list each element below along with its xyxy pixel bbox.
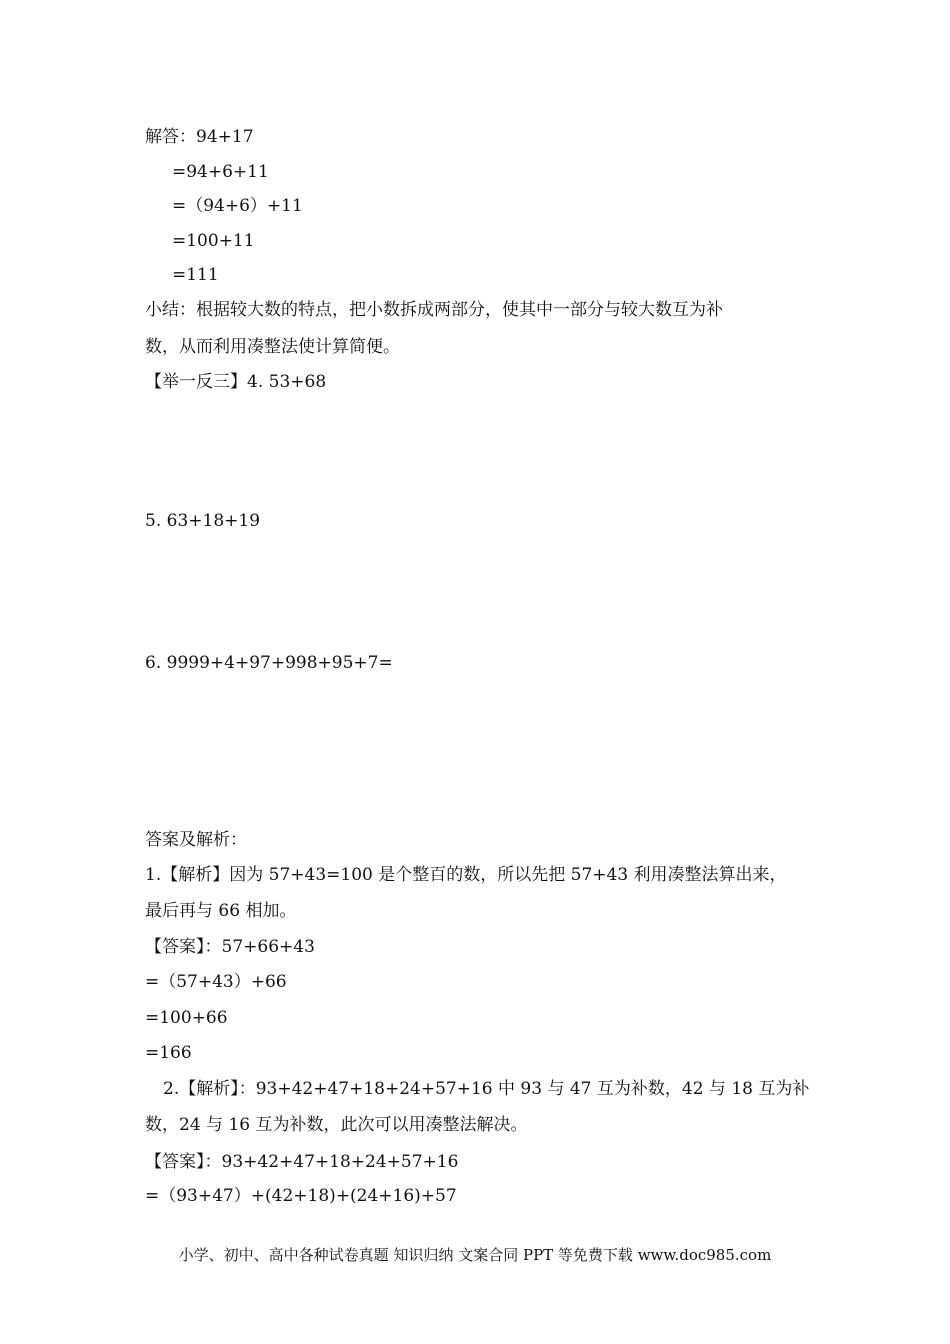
answer-2-analysis-line-2: 数，24 与 16 互为补数，此次可以用凑整法解决。 bbox=[145, 1115, 528, 1135]
summary-line-2: 数，从而利用凑整法使计算简便。 bbox=[145, 337, 400, 357]
practice-question-5: 5. 63+18+19 bbox=[145, 511, 261, 531]
answer-1-step-2: =100+66 bbox=[145, 1008, 228, 1028]
solution-step-3: =100+11 bbox=[172, 231, 255, 251]
solution-step-2: =（94+6）+11 bbox=[172, 196, 303, 216]
solution-step-1: =94+6+11 bbox=[172, 162, 269, 182]
answer-2-answer-line: 【答案】：93+42+47+18+24+57+16 bbox=[145, 1152, 459, 1172]
practice-question-4: 【举一反三】4. 53+68 bbox=[145, 372, 327, 392]
answer-1-step-1: =（57+43）+66 bbox=[145, 972, 287, 992]
answers-heading: 答案及解析： bbox=[145, 830, 247, 850]
answer-1-answer-line: 【答案】：57+66+43 bbox=[145, 937, 315, 957]
solution-label: 解答：94+17 bbox=[145, 127, 254, 147]
answer-1-step-3: =166 bbox=[145, 1043, 192, 1063]
solution-step-4: =111 bbox=[172, 265, 219, 285]
answer-2-step-1: =（93+47）+(42+18)+(24+16)+57 bbox=[145, 1186, 457, 1206]
page-footer: 小学、初中、高中各种试卷真题 知识归纳 文案合同 PPT 等免费下载 www.doc985.com bbox=[178, 1246, 772, 1264]
practice-question-6: 6. 9999+4+97+998+95+7= bbox=[145, 653, 393, 673]
answer-1-analysis-line-1: 1.【解析】因为 57+43=100 是个整百的数，所以先把 57+43 利用凑整法算出来， bbox=[145, 865, 787, 885]
answer-1-analysis-line-2: 最后再与 66 相加。 bbox=[145, 901, 297, 921]
summary-line-1: 小结：根据较大数的特点，把小数拆成两部分，使其中一部分与较大数互为补 bbox=[145, 300, 723, 320]
answer-2-analysis-line-1: 2.【解析】：93+42+47+18+24+57+16 中 93 与 47 互为补数，42 与 18 互为补 bbox=[163, 1079, 810, 1099]
